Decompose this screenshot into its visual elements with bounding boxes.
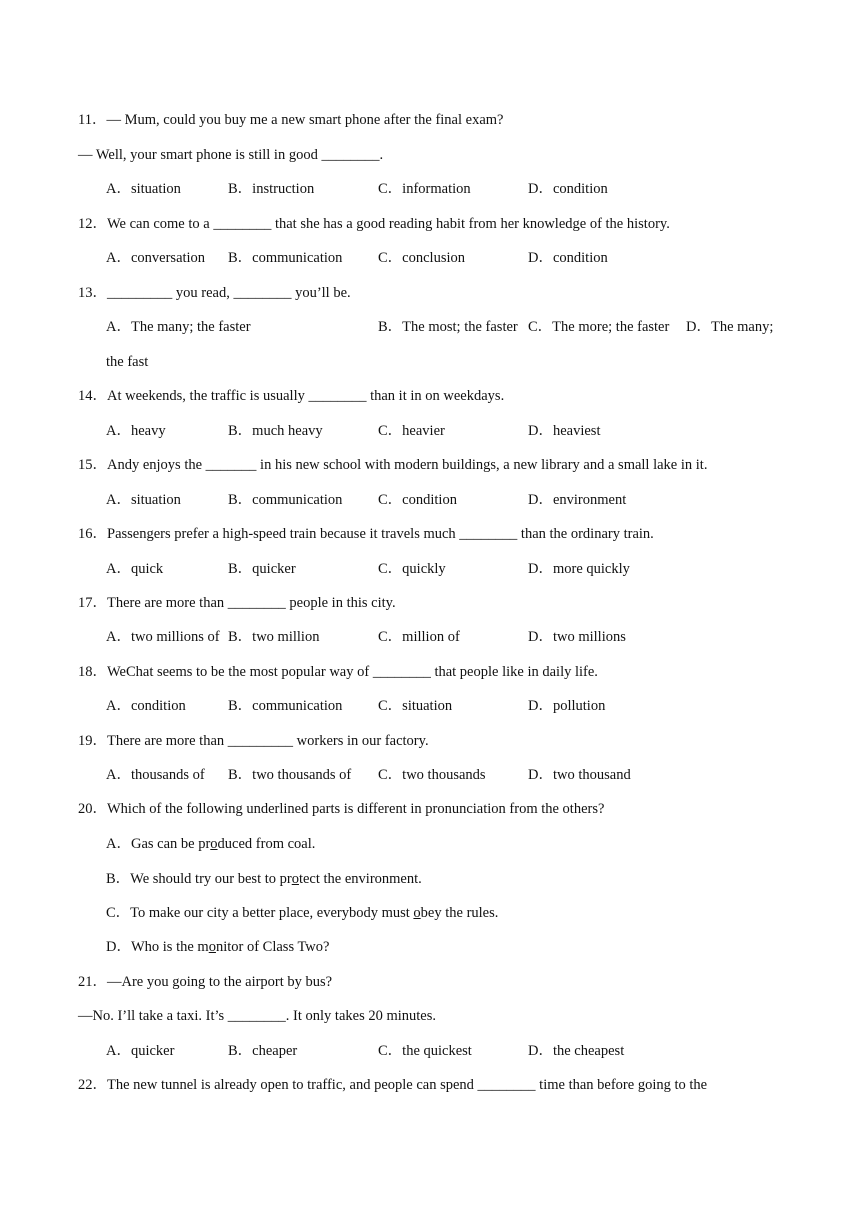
question-15-stem: 15．Andy enjoys the _______ in his new school with modern buildings, a new library and a small lake in it. xyxy=(78,457,708,473)
underlined-letter: o xyxy=(413,905,421,921)
q21-option-d: D．the cheapest xyxy=(528,1043,625,1059)
underlined-letter: o xyxy=(210,836,218,852)
q15-option-a: A．situation xyxy=(106,492,181,508)
underlined-letter: o xyxy=(291,871,299,887)
q13-option-c: C．The more; the faster xyxy=(528,319,670,335)
question-21-stem: 21．—Are you going to the airport by bus? xyxy=(78,974,333,990)
question-11-stem: 11．— Mum, could you buy me a new smart phone after the final exam? xyxy=(78,112,504,128)
q13-option-d-continued: the fast xyxy=(106,354,149,370)
underlined-letter: o xyxy=(208,939,216,955)
q11-option-a: A．situation xyxy=(106,181,181,197)
question-16-stem: 16．Passengers prefer a high-speed train because it travels much ________ than the ordinary train. xyxy=(78,526,654,542)
q21-option-a: A．quicker xyxy=(106,1043,175,1059)
q14-option-d: D．heaviest xyxy=(528,423,601,439)
q21-option-c: C．the quickest xyxy=(378,1043,472,1059)
q18-option-c: C．situation xyxy=(378,698,453,714)
q19-option-c: C．two thousands xyxy=(378,767,486,783)
q16-option-d: D．more quickly xyxy=(528,561,630,577)
q20-option-b: B．We should try our best to protect the environment. xyxy=(106,871,422,887)
question-20-stem: 20．Which of the following underlined parts is different in pronunciation from the others? xyxy=(78,801,605,817)
q17-option-b: B．two million xyxy=(228,629,320,645)
q14-option-b: B．much heavy xyxy=(228,423,323,439)
q17-option-a: A．two millions of xyxy=(106,629,220,645)
q20-option-c: C．To make our city a better place, everybody must obey the rules. xyxy=(106,905,499,921)
q15-option-b: B．communication xyxy=(228,492,343,508)
question-22-stem: 22．The new tunnel is already open to traffic, and people can spend ________ time than before going to the xyxy=(78,1077,708,1093)
q18-option-d: D．pollution xyxy=(528,698,606,714)
q12-option-a: A．conversation xyxy=(106,250,206,266)
q11-option-b: B．instruction xyxy=(228,181,315,197)
question-14-stem: 14．At weekends, the traffic is usually ________ than it in on weekdays. xyxy=(78,388,505,404)
q17-option-c: C．million of xyxy=(378,629,460,645)
q13-option-b: B．The most; the faster xyxy=(378,319,518,335)
q17-option-d: D．two millions xyxy=(528,629,626,645)
q11-option-d: D．condition xyxy=(528,181,608,197)
question-18-stem: 18．WeChat seems to be the most popular way of ________ that people like in daily life. xyxy=(78,664,598,680)
q14-option-a: A．heavy xyxy=(106,423,166,439)
q16-option-b: B．quicker xyxy=(228,561,296,577)
q19-option-b: B．two thousands of xyxy=(228,767,352,783)
q13-option-d: D．The many; xyxy=(686,319,774,335)
q20-option-a: A．Gas can be produced from coal. xyxy=(106,836,316,852)
q18-option-a: A．condition xyxy=(106,698,186,714)
question-21-reply: —No. I’ll take a taxi. It’s ________. It only takes 20 minutes. xyxy=(78,1008,437,1024)
q12-option-c: C．conclusion xyxy=(378,250,465,266)
q21-option-b: B．cheaper xyxy=(228,1043,298,1059)
question-13-stem: 13．_________ you read, ________ you’ll be. xyxy=(78,285,351,301)
q11-option-c: C．information xyxy=(378,181,471,197)
q15-option-d: D．environment xyxy=(528,492,627,508)
q19-option-d: D．two thousand xyxy=(528,767,631,783)
q18-option-b: B．communication xyxy=(228,698,343,714)
q12-option-b: B．communication xyxy=(228,250,343,266)
question-11-reply: — Well, your smart phone is still in good ________. xyxy=(78,147,384,163)
q12-option-d: D．condition xyxy=(528,250,608,266)
q15-option-c: C．condition xyxy=(378,492,457,508)
question-17-stem: 17．There are more than ________ people in this city. xyxy=(78,595,396,611)
q19-option-a: A．thousands of xyxy=(106,767,205,783)
question-12-stem: 12．We can come to a ________ that she has a good reading habit from her knowledge of the history. xyxy=(78,216,670,232)
q14-option-c: C．heavier xyxy=(378,423,445,439)
q16-option-a: A．quick xyxy=(106,561,164,577)
q13-option-a: A．The many; the faster xyxy=(106,319,251,335)
question-19-stem: 19．There are more than _________ workers in our factory. xyxy=(78,733,429,749)
q16-option-c: C．quickly xyxy=(378,561,446,577)
q20-option-d: D．Who is the monitor of Class Two? xyxy=(106,939,330,955)
